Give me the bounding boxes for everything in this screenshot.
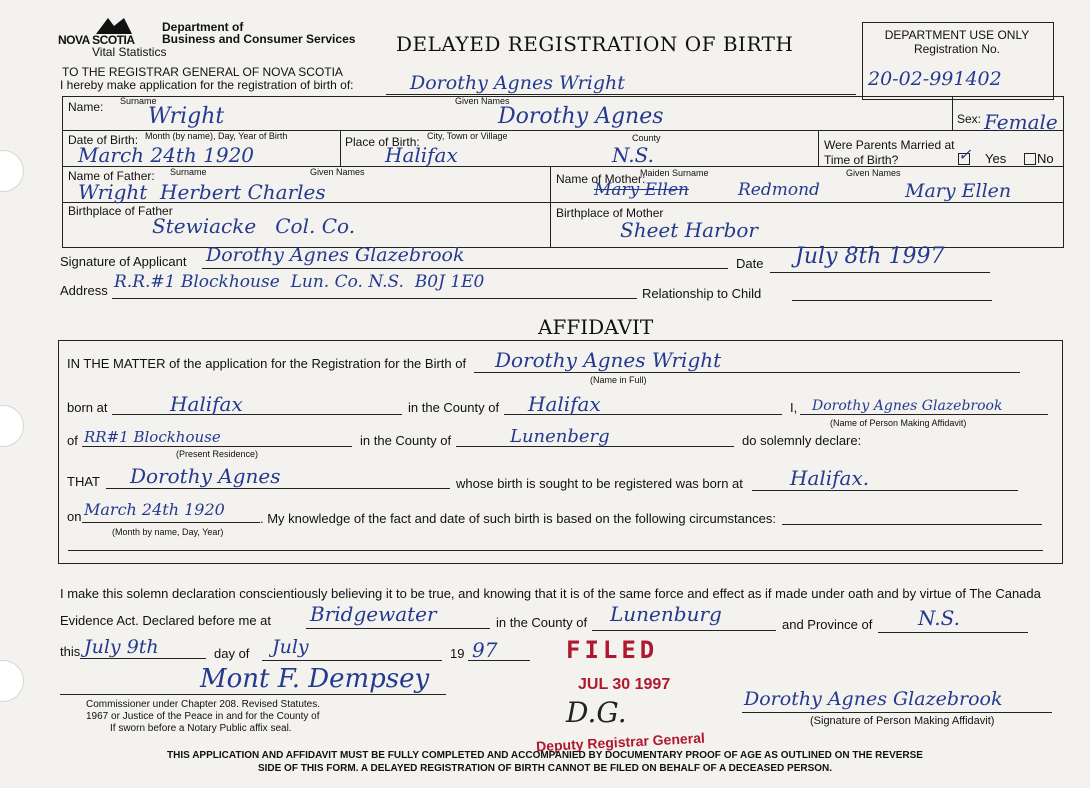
no-label: No	[1037, 151, 1054, 166]
i-label: I,	[790, 400, 798, 415]
filed-date: JUL 30 1997	[578, 676, 671, 693]
dept-line1: Department of	[162, 20, 244, 34]
date-hint: (Month by name, Day, Year)	[112, 527, 224, 537]
county2-label: in the County of	[360, 433, 452, 448]
on-value: March 24th 1920	[84, 500, 225, 519]
mother-given: Mary Ellen	[905, 180, 1012, 202]
month-underline	[262, 660, 442, 661]
whose-value: Halifax.	[790, 466, 870, 490]
footer-line-1: THIS APPLICATION AND AFFIDAVIT MUST BE FULLY COMPLETED AND ACCOMPANIED BY DOCUMENTARY PROOF OF AGE AS OUTLINED ON THE REVERSE	[167, 750, 923, 761]
yes-checkmark: ✓	[958, 145, 972, 164]
declared-county-underline	[592, 630, 776, 631]
intro-line2: I hereby make application for the registration of birth of:	[60, 78, 354, 92]
punch-hole-middle	[0, 405, 24, 447]
col-divider-married	[818, 131, 819, 167]
father-birthplace: Stewiacke Col. Co.	[152, 214, 356, 238]
no-checkbox[interactable]	[1024, 153, 1036, 165]
whose-underline	[752, 490, 1018, 491]
filed-stamp: FILED	[566, 636, 659, 664]
date-underline	[770, 272, 990, 273]
day-of-label: day of	[214, 646, 250, 661]
mother-label: Name of Mother:	[556, 172, 646, 186]
sex-value: Female	[984, 110, 1058, 134]
affidavit-title: AFFIDAVIT	[538, 315, 654, 339]
knowledge-label: . My knowledge of the fact and date of such birth is based on the following circumstances:	[260, 511, 776, 526]
commissioner-text-1: Commissioner under Chapter 208. Revised Statutes.	[86, 699, 321, 710]
address-label: Address	[60, 283, 108, 298]
born-at-underline	[112, 414, 402, 415]
born-at-value: Halifax	[170, 392, 243, 416]
given-hint: Given Names	[455, 96, 510, 106]
punch-hole-bottom	[0, 660, 24, 702]
date-label: Date	[736, 256, 764, 271]
name-full-hint: (Name in Full)	[590, 375, 647, 385]
name-label: Name:	[68, 100, 104, 114]
commissioner-signature: Mont F. Dempsey	[200, 664, 430, 694]
mother-struck: Mary Ellen	[594, 180, 689, 200]
signature-label: Signature of Applicant	[60, 254, 187, 269]
on-underline	[82, 522, 260, 523]
mother-maiden: Redmond	[738, 180, 820, 200]
that-value: Dorothy Agnes	[130, 464, 281, 488]
person-signature-hint: (Signature of Person Making Affidavit)	[810, 715, 995, 727]
dept-line2: Business and Consumer Services	[162, 32, 356, 46]
person-signature: Dorothy Agnes Glazebrook	[744, 688, 1003, 710]
declaration-text: I make this solemn declaration conscientiously believing it to be true, and knowing that it is of the same force and effect as if made under oath and by virtue of The Canada	[60, 586, 1041, 601]
residence-underline	[82, 446, 352, 447]
province-label: and Province of	[782, 617, 873, 632]
mother-birthplace: Sheet Harbor	[620, 218, 758, 242]
mother-given-hint: Given Names	[846, 168, 901, 178]
reg-no-label: Registration No.	[913, 42, 1001, 56]
intro-line1: TO THE REGISTRAR GENERAL OF NOVA SCOTIA	[62, 65, 343, 79]
given-value: Dorothy Agnes	[498, 104, 664, 129]
declared-county-label: in the County of	[496, 615, 588, 630]
matter-label: IN THE MATTER of the application for the Registration for the Birth of	[67, 356, 467, 371]
person-signature-underline	[742, 712, 1052, 713]
declare-label: do solemnly declare:	[742, 433, 862, 448]
residence-value: RR#1 Blockhouse	[84, 428, 221, 446]
whose-label: whose birth is sought to be registered was born at	[456, 476, 743, 491]
mother-birthplace-label: Birthplace of Mother	[556, 206, 664, 220]
col-divider-mother	[550, 167, 551, 247]
province-underline	[878, 632, 1028, 633]
registrar-initials: D.G.	[566, 696, 627, 729]
evidence-label: Evidence Act. Declared before me at	[60, 613, 272, 628]
address-value: R.R.#1 Blockhouse Lun. Co. N.S. B0J 1E0	[114, 272, 485, 292]
on-label: on	[67, 509, 82, 524]
declared-county: Lunenburg	[610, 602, 722, 626]
married-label-2: Time of Birth?	[824, 153, 899, 167]
day-underline	[80, 658, 206, 659]
address-underline	[112, 298, 637, 299]
commissioner-text-3: If sworn before a Notary Public affix seal.	[110, 723, 292, 734]
that-label: THAT	[67, 474, 100, 489]
intro-applicant-name: Dorothy Agnes Wright	[410, 72, 625, 94]
place-label: Place of Birth:	[345, 135, 420, 149]
signature-value: Dorothy Agnes Glazebrook	[206, 244, 465, 266]
province-value: N.S.	[918, 606, 960, 630]
declared-place-underline	[306, 628, 490, 629]
year-suffix: 97	[472, 638, 498, 662]
registration-number: 20-02-991402	[868, 68, 1002, 90]
county-value: N.S.	[612, 143, 654, 167]
county-label: in the County of	[408, 400, 500, 415]
form-title: DELAYED REGISTRATION OF BIRTH	[396, 32, 794, 56]
intro-underline	[386, 94, 856, 95]
father-given-hint: Given Names	[310, 167, 365, 177]
dob-hint: Month (by name), Day, Year of Birth	[145, 131, 288, 141]
place-hint: City, Town or Village	[427, 131, 508, 141]
footer-line-2: SIDE OF THIS FORM. A DELAYED REGISTRATION OF BIRTH CANNOT BE FILED ON BEHALF OF A DECEASED PERSON.	[257, 763, 833, 774]
commissioner-text-2: 1967 or Justice of the Peace in and for the County of	[86, 711, 320, 722]
registrar-title: Deputy Registrar General	[535, 729, 706, 755]
county-value-affidavit: Halifax	[528, 392, 601, 416]
place-value: Halifax	[385, 143, 458, 167]
dept-use-label: DEPARTMENT USE ONLY	[884, 28, 1030, 42]
declared-place: Bridgewater	[310, 602, 437, 626]
date-value: July 8th 1997	[795, 244, 945, 269]
commissioner-underline	[60, 694, 446, 695]
surname-hint: Surname	[120, 96, 157, 106]
surname-value: Wright	[148, 104, 225, 129]
county-hint: County	[632, 133, 661, 143]
col-divider-place	[340, 131, 341, 167]
father-label: Name of Father:	[68, 169, 155, 183]
logo-text: NOVA SCOTIA	[58, 33, 135, 47]
residence-hint: (Present Residence)	[176, 449, 259, 459]
knowledge-underline-1	[782, 524, 1042, 525]
col-divider-sex	[952, 97, 953, 131]
of-label: of	[67, 433, 78, 448]
maiden-hint: Maiden Surname	[640, 168, 709, 178]
county2-value: Lunenberg	[510, 426, 610, 447]
yes-label: Yes	[985, 151, 1007, 166]
year-prefix: 19	[450, 646, 465, 661]
father-birthplace-label: Birthplace of Father	[68, 204, 173, 218]
vital-stats: Vital Statistics	[92, 45, 167, 59]
dob-value: March 24th 1920	[78, 143, 255, 167]
signature-underline	[202, 268, 728, 269]
person-hint: (Name of Person Making Affidavit)	[830, 418, 967, 428]
father-value: Wright Herbert Charles	[78, 180, 326, 204]
born-at-label: born at	[67, 400, 108, 415]
father-surname-hint: Surname	[170, 167, 207, 177]
month-value: July	[272, 636, 309, 658]
that-underline	[106, 488, 450, 489]
person-value: Dorothy Agnes Glazebrook	[812, 398, 1003, 414]
relationship-underline	[792, 300, 992, 301]
knowledge-underline-2	[68, 550, 1043, 551]
matter-underline	[474, 372, 1020, 373]
relationship-label: Relationship to Child	[642, 286, 762, 301]
this-label: this	[60, 644, 81, 659]
punch-hole-top	[0, 150, 24, 192]
day-value: July 9th	[84, 636, 159, 658]
dob-label: Date of Birth:	[68, 133, 139, 147]
person-underline	[800, 414, 1048, 415]
matter-value: Dorothy Agnes Wright	[495, 348, 722, 372]
married-label-1: Were Parents Married at	[824, 138, 955, 152]
sex-label: Sex:	[957, 112, 982, 126]
